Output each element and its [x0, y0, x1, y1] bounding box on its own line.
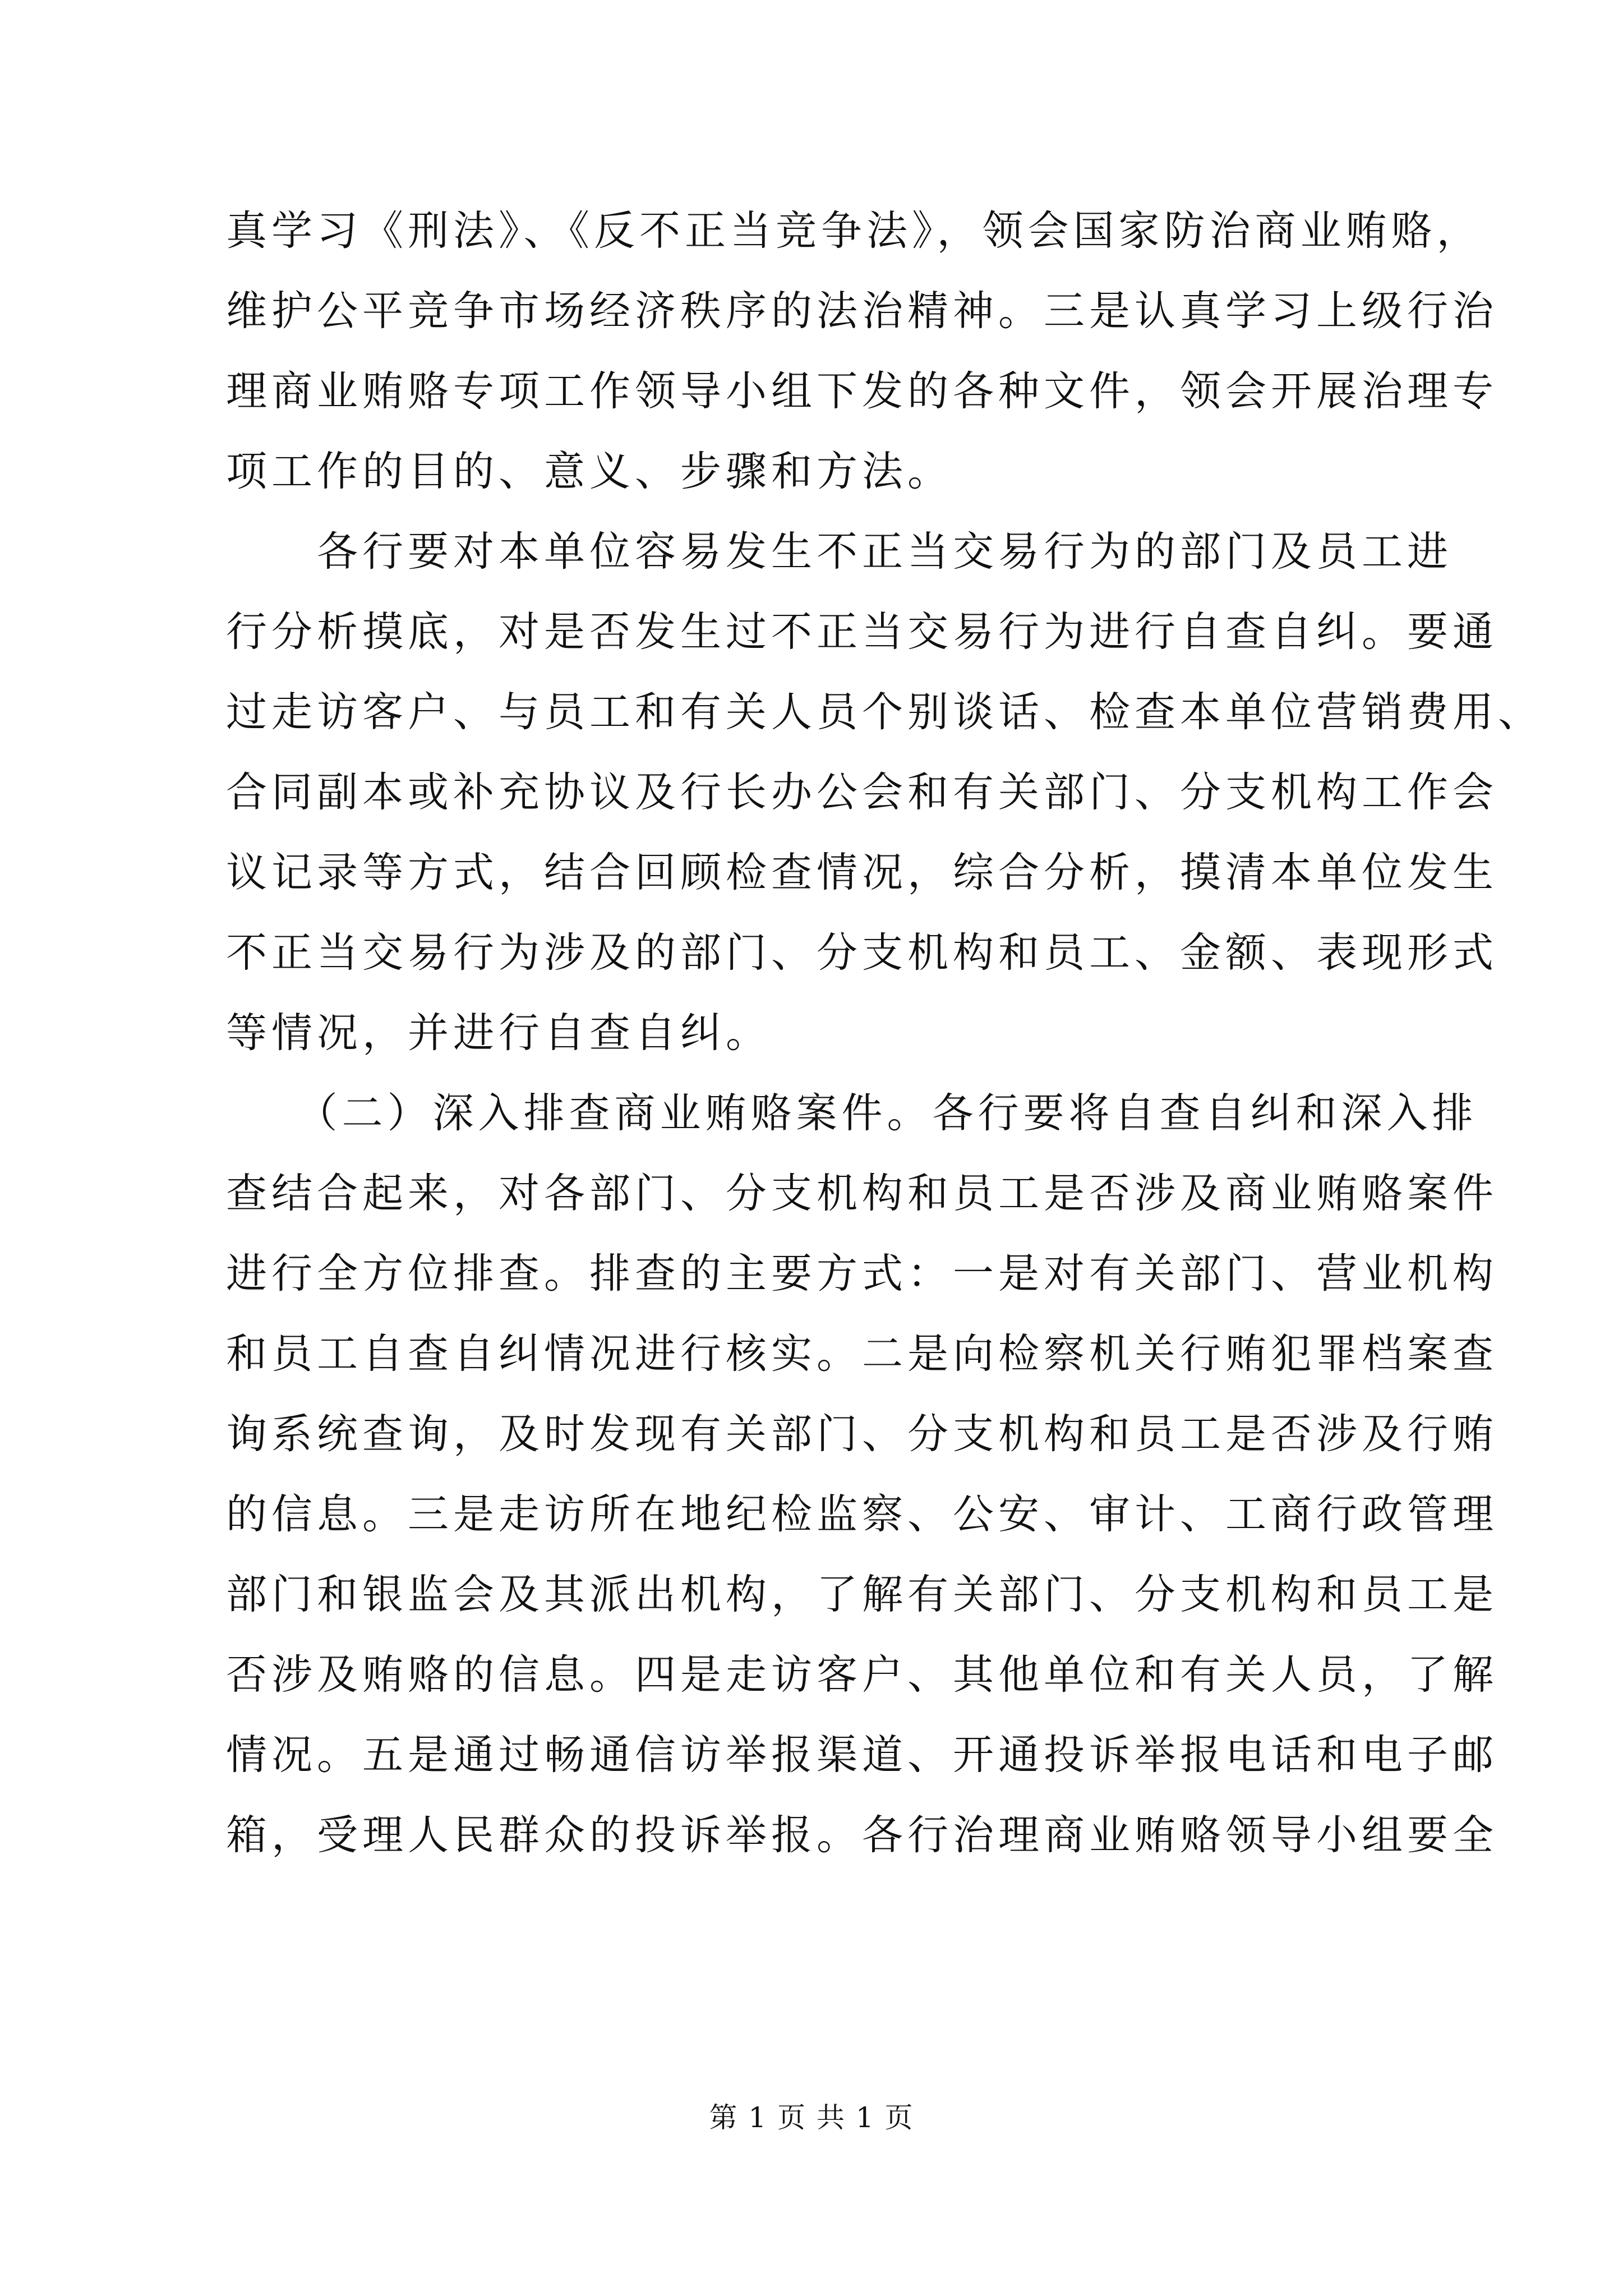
text-line: 不正当交易行为涉及的部门、分支机构和员工、金额、表现形式 [226, 929, 1498, 977]
text-line: 过走访客户、与员工和有关人员个别谈话、检查本单位营销费用、 [226, 688, 1543, 736]
text-line: 理商业贿赂专项工作领导小组下发的各种文件，领会开展治理专 [226, 367, 1498, 415]
text-line: 真学习《刑法》、《反不正当竞争法》，领会国家防治商业贿赂， [226, 207, 1482, 255]
text-line: 箱，受理人民群众的投诉举报。各行治理商业贿赂领导小组要全 [226, 1811, 1498, 1859]
text-line: 进行全方位排查。排查的主要方式：一是对有关部门、营业机构 [226, 1250, 1498, 1297]
body-text [226, 191, 1543, 1875]
text-line: 等情况，并进行自查自纠。 [226, 1009, 771, 1057]
text-line: （二）深入排查商业贿赂案件。各行要将自查自纠和深入排 [226, 1089, 1478, 1137]
text-line: 的信息。三是走访所在地纪检监察、公安、审计、工商行政管理 [226, 1490, 1498, 1538]
text-line: 维护公平竞争市场经济秩序的法治精神。三是认真学习上级行治 [226, 287, 1498, 335]
page-number-footer: 第 1 页 共 1 页 [709, 2101, 914, 2134]
text-line: 合同副本或补充协议及行长办公会和有关部门、分支机构工作会 [226, 769, 1498, 816]
text-line: 询系统查询，及时发现有关部门、分支机构和员工是否涉及行贿 [226, 1410, 1498, 1458]
text-line: 部门和银监会及其派出机构，了解有关部门、分支机构和员工是 [226, 1571, 1498, 1618]
text-line: 否涉及贿赂的信息。四是走访客户、其他单位和有关人员，了解 [226, 1651, 1498, 1699]
text-line: 项工作的目的、意义、步骤和方法。 [226, 448, 953, 495]
text-line: 情况。五是通过畅通信访举报渠道、开通投诉举报电话和电子邮 [226, 1731, 1498, 1779]
text-line: 行分析摸底，对是否发生过不正当交易行为进行自查自纠。要通 [226, 608, 1498, 656]
text-line: 各行要对本单位容易发生不正当交易行为的部门及员工进 [226, 528, 1453, 576]
text-line: 查结合起来，对各部门、分支机构和员工是否涉及商业贿赂案件 [226, 1170, 1498, 1217]
text-line: 和员工自查自纠情况进行核实。二是向检察机关行贿犯罪档案查 [226, 1330, 1498, 1378]
text-line: 议记录等方式，结合回顾检查情况，综合分析，摸清本单位发生 [226, 849, 1498, 896]
